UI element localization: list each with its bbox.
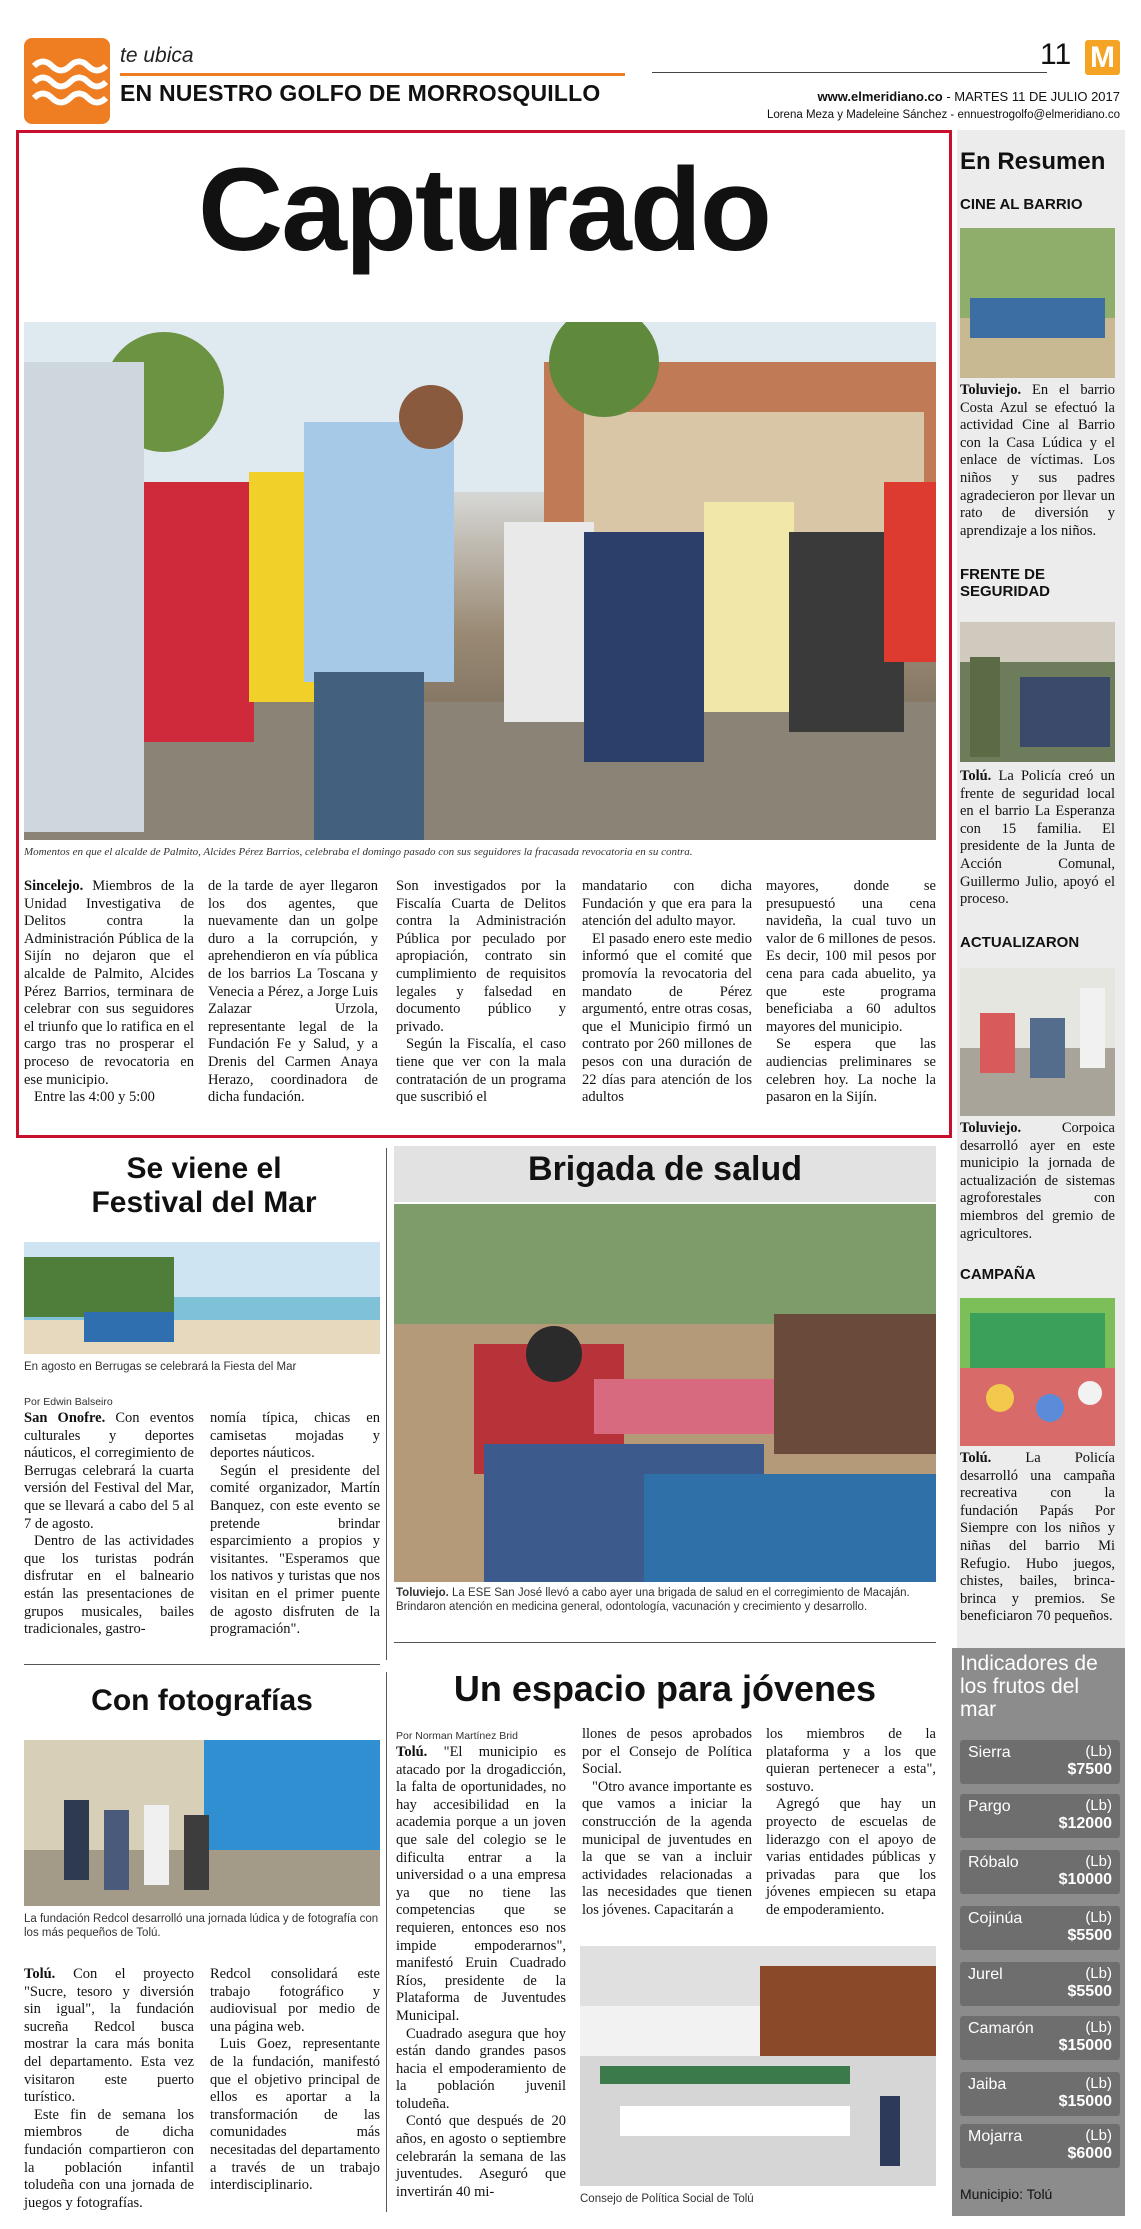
sidebar-entry-cine bbox=[960, 382, 1115, 540]
sidebar-dateline: Tolú. bbox=[960, 1450, 992, 1466]
main-col-3 bbox=[396, 878, 566, 1107]
price-value: $12000 bbox=[1058, 1815, 1112, 1832]
main-text: de la tarde de ayer llegaron los dos agentes, que nuevamente dan un golpe duro a la corrupción, y aprehendieron en vía pública de los barrios La Toscana y Venecia a Pérez, a Jorge Luis Zalazar Urzola, representante legal de la Fundación Fe y Salud, y a Drenis del Carmen Anaya Herazo, coordinadora de dicha fundación. bbox=[208, 878, 378, 1106]
fotografias-text: Luis Goez, representante de la fundación, manifestó que el objetivo principal de ellos es aportar a la transformación de las comunidades más necesitadas del departamento a través de un trabajo interdisciplinario. bbox=[210, 2036, 380, 2194]
column-divider bbox=[386, 1148, 387, 1660]
sidebar-head-actualizaron: ACTUALIZARON bbox=[960, 934, 1080, 951]
festival-photo bbox=[24, 1242, 380, 1354]
price-row-jurel bbox=[960, 1962, 1120, 2006]
price-value: $5500 bbox=[1067, 1927, 1112, 1944]
price-row-mojarra bbox=[960, 2124, 1120, 2168]
price-value: $6000 bbox=[1067, 2145, 1112, 2162]
price-row-pargo bbox=[960, 1794, 1120, 1838]
fotografias-headline: Con fotografías bbox=[91, 1684, 313, 1717]
sidebar-text: La Policía desarrolló una campaña recreativa con la fundación Papás Por Siempre con los niños y niñas del barrio Mi Refugio. Hubo juegos, chistes, bailes, brinca-brinca y premios. Se beneficiaron 70 pequeños. bbox=[960, 1450, 1115, 1625]
jovenes-col-3 bbox=[766, 1726, 936, 1920]
sidebar-entry-campana bbox=[960, 1450, 1115, 1626]
children-photo-image bbox=[24, 1740, 380, 1906]
festival-headline-line1: Se viene el bbox=[126, 1152, 282, 1185]
main-text: mandatario con dicha Fundación y que era para la atención del adulto mayor. bbox=[582, 878, 752, 930]
section-rule-bottom-left bbox=[24, 1664, 380, 1665]
sidebar-photo-actualizaron bbox=[960, 968, 1115, 1116]
fish-name: Jurel bbox=[968, 1966, 1003, 1983]
issue-date: - MARTES 11 DE JULIO 2017 bbox=[942, 89, 1120, 104]
indicators-footer: Municipio: Tolú bbox=[960, 2186, 1053, 2202]
sidebar-head-cine: CINE AL BARRIO bbox=[960, 196, 1083, 213]
main-photo-caption: Momentos en que el alcalde de Palmito, Alcides Pérez Barrios, celebraba el domingo pasado con sus seguidores la fracasada revocatoria en su contra. bbox=[24, 846, 693, 858]
brigada-headline: Brigada de salud bbox=[528, 1150, 802, 1188]
sidebar-photo-campana bbox=[960, 1298, 1115, 1446]
price-unit: (Lb) bbox=[1085, 1909, 1112, 1926]
festival-col-1 bbox=[24, 1410, 194, 1639]
health-brigade-image bbox=[394, 1204, 936, 1582]
sidebar-text: En el barrio Costa Azul se efectuó la actividad Cine al Barrio con la Casa Lúdica y el enlace de víctimas. Los niños y sus padres agradecieron por llevar un rato de diversión y aprendizaje a los niños. bbox=[960, 382, 1115, 539]
section-rule-bottom-right bbox=[394, 1642, 936, 1643]
price-value: $10000 bbox=[1058, 1871, 1112, 1888]
brigada-caption-text: La ESE San José llevó a cabo ayer una brigada de salud en el corregimiento de Macaján. Brindaron atención en medicina general, odontología, vacunación y crecimiento y desarrollo. bbox=[396, 1587, 910, 1613]
sidebar-entry-actualizaron bbox=[960, 1120, 1115, 1243]
fish-name: Pargo bbox=[968, 1798, 1011, 1815]
main-col-2 bbox=[208, 878, 378, 1107]
jovenes-caption: Consejo de Política Social de Tolú bbox=[580, 2193, 754, 2205]
beach-image bbox=[24, 1242, 380, 1354]
festival-text: Según el presidente del comité organizador, Martín Banquez, con este evento se pretende brindar esparcimiento a propios y visitantes. "Esperamos que los nativos y turistas que nos visitan en el primer puente de agosto disfruten de la programación". bbox=[210, 1462, 380, 1638]
main-col-1 bbox=[24, 878, 194, 1107]
price-row-sierra bbox=[960, 1740, 1120, 1784]
price-unit: (Lb) bbox=[1085, 2075, 1112, 2092]
header-credits bbox=[767, 109, 1120, 121]
fish-name: Sierra bbox=[968, 1744, 1011, 1761]
sidebar-dateline: Tolú. bbox=[960, 768, 992, 784]
council-meeting-image bbox=[580, 1946, 936, 2186]
jovenes-text: "El municipio es atacado por la drogadicción, la falta de oportunidades, no hay accesibilidad en la academia porque a un joven que sale del colegio se le dificulta entrar a la universidad o a una empresa ya que no tiene las competencias que se requieren, entonces eso nos impide empoderarnos", manifestó Eruin Cuadrado Ríos, presidente de la Plataforma de Juventudes Municipal. bbox=[396, 1744, 566, 2024]
jovenes-col-1 bbox=[396, 1744, 566, 2201]
brigada-dateline: Toluviejo. bbox=[396, 1587, 449, 1599]
fish-name: Cojinúa bbox=[968, 1910, 1023, 1927]
fotografias-dateline: Tolú. bbox=[24, 1966, 56, 1982]
sidebar-photo-seguridad bbox=[960, 622, 1115, 762]
price-unit: (Lb) bbox=[1085, 1743, 1112, 1760]
section-rule bbox=[120, 73, 625, 76]
section-kicker: te ubica bbox=[120, 44, 194, 67]
price-value: $15000 bbox=[1058, 2093, 1112, 2110]
price-unit: (Lb) bbox=[1085, 1853, 1112, 1870]
page-number: 11 bbox=[1040, 38, 1072, 71]
brand-badge: M bbox=[1085, 40, 1120, 75]
indicators-title: Indicadores de los frutos del mar bbox=[960, 1652, 1098, 1721]
festival-col-2 bbox=[210, 1410, 380, 1639]
site-url[interactable]: www.elmeridiano.co bbox=[817, 89, 943, 104]
main-text: Según la Fiscalía, el caso tiene que ver con la mala contratación de un programa que suscribió el bbox=[396, 1036, 566, 1106]
festival-byline: Por Edwin Balseiro bbox=[24, 1396, 113, 1408]
main-col-5 bbox=[766, 878, 936, 1107]
header-dateline bbox=[818, 89, 1120, 104]
waves-icon bbox=[24, 38, 110, 124]
price-value: $7500 bbox=[1067, 1761, 1112, 1778]
main-text: mayores, donde se presupuestó una cena navideña, la cual tuvo un valor de 6 millones de pesos. Es decir, 100 mil pesos por cena para cada abuelito, ya que este programa beneficiaba a 60 adultos mayores del municipio. bbox=[766, 878, 936, 1035]
festival-text: Con eventos culturales y deportes náuticos, el corregimiento de Berrugas celebrará la cuarta versión del Festival del Mar, que se llevará a cabo del 5 al 7 de agosto. bbox=[24, 1410, 194, 1532]
fish-name: Róbalo bbox=[968, 1854, 1019, 1871]
festival-text: Dentro de las actividades que los turistas podrán disfrutar en el balneario están las presentaciones de grupos musicales, bailes tradicionales, gastro- bbox=[24, 1533, 194, 1638]
fotografias-photo bbox=[24, 1740, 380, 1906]
authors: Lorena Meza y Madeleine Sánchez bbox=[766, 109, 948, 121]
police-meeting-image bbox=[960, 622, 1115, 762]
jovenes-headline: Un espacio para jóvenes bbox=[453, 1668, 877, 1709]
festival-dateline: San Onofre. bbox=[24, 1410, 106, 1426]
fish-name: Camarón bbox=[968, 2020, 1034, 2037]
fotografias-text: Con el proyecto "Sucre, tesoro y diversión sin igual", la fundación sucreña Redcol busca mostrar la cara más bonita del departamento. Esta vez visitaron este puerto turístico. bbox=[24, 1966, 194, 2106]
jovenes-photo bbox=[580, 1946, 936, 2186]
main-text: El pasado enero este medio informó que el comité que promovía la revocatoria del mandato de Pérez argumentó, entre otras cosas, que el Municipio firmó un contrato por 260 millones de pesos con una duración de 22 días para atención de los adultos bbox=[582, 930, 752, 1106]
fish-name: Jaiba bbox=[968, 2076, 1007, 2093]
price-unit: (Lb) bbox=[1085, 1797, 1112, 1814]
brigada-caption bbox=[396, 1586, 934, 1614]
price-value: $15000 bbox=[1058, 2037, 1112, 2054]
sidebar-photo-cine bbox=[960, 228, 1115, 378]
sidebar-head-seguridad: FRENTE DE SEGURIDAD bbox=[960, 566, 1051, 600]
jovenes-text: Cuadrado asegura que hoy están dando grandes pasos hacia el empoderamiento de la población juvenil toludeña. bbox=[396, 2025, 566, 2112]
price-unit: (Lb) bbox=[1085, 1965, 1112, 1982]
brigada-photo bbox=[394, 1204, 936, 1582]
price-row-camaron bbox=[960, 2016, 1120, 2060]
children-campaign-image bbox=[960, 1298, 1115, 1446]
contact-email[interactable]: - ennuestrogolfo@elmeridiano.co bbox=[947, 109, 1120, 121]
fotografias-caption: La fundación Redcol desarrolló una jornada lúdica y de fotografía con los más pequeños de Tolú. bbox=[24, 1913, 379, 1939]
jovenes-text: los miembros de la plataforma y a los que quieran pertenecer a esta", sostuvo. bbox=[766, 1726, 936, 1795]
fish-name: Mojarra bbox=[968, 2128, 1023, 2145]
fotografias-col-1 bbox=[24, 1966, 194, 2212]
festival-caption: En agosto en Berrugas se celebrará la Fiesta del Mar bbox=[24, 1361, 297, 1373]
festival-text: nomía típica, chicas en camisetas mojadas y deportes náuticos. bbox=[210, 1410, 380, 1462]
header-rule-right bbox=[652, 72, 1047, 73]
jovenes-dateline: Tolú. bbox=[396, 1744, 428, 1760]
jovenes-byline: Por Norman Martínez Brid bbox=[396, 1730, 518, 1742]
main-text: Se espera que las audiencias preliminares se celebren hoy. La noche la pasaron en la Sijín. bbox=[766, 1036, 936, 1106]
sidebar-entry-seguridad bbox=[960, 768, 1115, 909]
sidebar-dateline: Toluviejo. bbox=[960, 1120, 1022, 1136]
column-divider-lower bbox=[386, 1672, 387, 2212]
sidebar-dateline: Toluviejo. bbox=[960, 382, 1022, 398]
main-text: Son investigados por la Fiscalía Cuarta de Delitos contra la Administración Pública por peculado por apropiación, contrato sin cumplimiento de requisitos legales y falsedad en documento público y privado. bbox=[396, 878, 566, 1035]
celebration-crowd-image bbox=[24, 322, 936, 840]
main-text: Miembros de la Unidad Investigativa de Delitos contra la Administración Pública de la Sijín no dejaron que el alcalde de Palmito, Alcides Pérez Barrios, terminara de celebrar con sus seguidores el triunfo que lo ratifica en el cargo tras no prosperar el proceso de revocatoria en ese municipio. bbox=[24, 878, 194, 1088]
sidebar-text: La Policía creó un frente de seguridad local en el barrio La Esperanza con 15 familia. El presidente de la Junta de Acción Comunal, Guillermo Julio, apoyó el proceso. bbox=[960, 768, 1115, 908]
main-text: Entre las 4:00 y 5:00 bbox=[34, 1089, 155, 1106]
fotografias-col-2 bbox=[210, 1966, 380, 2195]
main-col-4 bbox=[582, 878, 752, 1107]
festival-headline-line2: Festival del Mar bbox=[91, 1186, 317, 1219]
jovenes-text: Contó que después de 20 años, en agosto o septiembre celebrarán la semana de las juventudes. Aseguró que invertirán 40 mi- bbox=[396, 2113, 566, 2200]
workshop-image bbox=[960, 968, 1115, 1116]
price-value: $5500 bbox=[1067, 1983, 1112, 2000]
fotografias-text: Este fin de semana los miembros de dicha fundación compartieron con la población infantil toludeña con una jornada de juegos y fotografías. bbox=[24, 2106, 194, 2211]
sidebar-title: En Resumen bbox=[960, 148, 1106, 175]
jovenes-text: "Otro avance importante es que vamos a iniciar la construcción de la agenda municipal de juventudes en la que se van a incluir actividades relacionadas a las necesidades que tienen los jóvenes. Capacitarán a bbox=[582, 1778, 752, 1918]
price-unit: (Lb) bbox=[1085, 2019, 1112, 2036]
main-headline: Capturado bbox=[198, 144, 770, 276]
main-photo bbox=[24, 322, 936, 840]
price-unit: (Lb) bbox=[1085, 2127, 1112, 2144]
jovenes-text: llones de pesos aprobados por el Consejo de Política Social. bbox=[582, 1726, 752, 1778]
jovenes-col-2 bbox=[582, 1726, 752, 1920]
price-row-robalo bbox=[960, 1850, 1120, 1894]
sidebar-text: Corpoica desarrolló ayer en este municipio la jornada de actualización de sistemas agroforestales con miembros del gremio de agricultores. bbox=[960, 1120, 1115, 1242]
section-title: EN NUESTRO GOLFO DE MORROSQUILLO bbox=[120, 80, 601, 106]
jovenes-text: Agregó que hay un proyecto de escuelas de liderazgo con el apoyo de varias entidades públicas y privadas para que los jóvenes empiecen su etapa de empoderamiento. bbox=[766, 1796, 936, 1918]
cinema-crowd-image bbox=[960, 228, 1115, 378]
sidebar-head-campana: CAMPAÑA bbox=[960, 1266, 1036, 1283]
section-logo bbox=[24, 38, 110, 124]
festival-headline bbox=[24, 1152, 384, 1220]
price-row-cojinua bbox=[960, 1906, 1120, 1950]
fotografias-text: Redcol consolidará este trabajo fotográfico y audiovisual por medio de una página web. bbox=[210, 1966, 380, 2035]
main-dateline: Sincelejo. bbox=[24, 878, 84, 894]
price-row-jaiba bbox=[960, 2072, 1120, 2116]
